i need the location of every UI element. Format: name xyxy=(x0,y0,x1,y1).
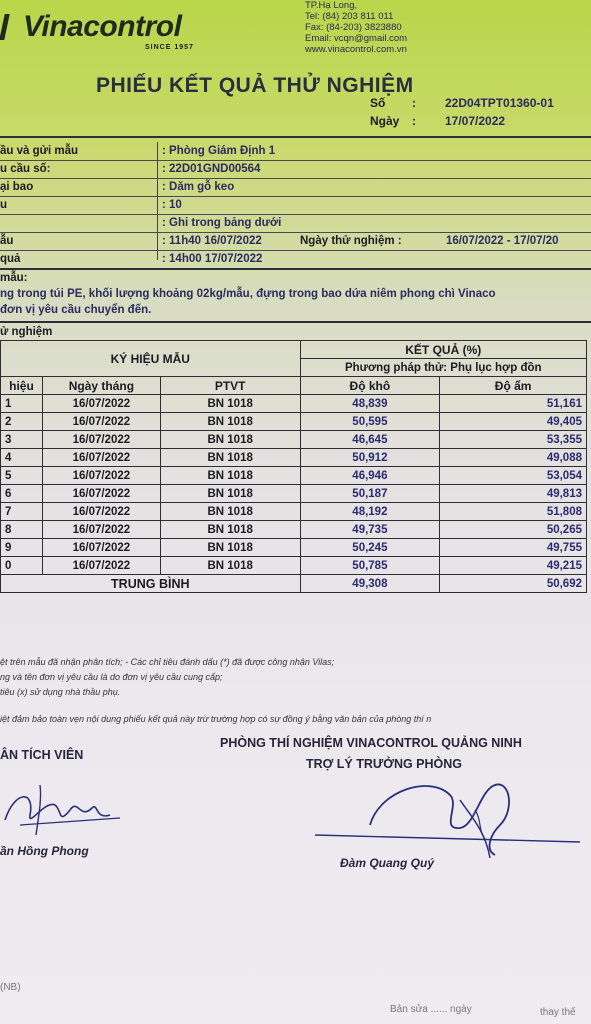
number-label: Số xyxy=(370,96,386,110)
column-header: PTVT xyxy=(160,377,300,395)
date-value: 17/07/2022 xyxy=(445,114,506,128)
cell-date: 16/07/2022 xyxy=(42,557,160,575)
info-value: : Ghi trong bảng dưới xyxy=(162,217,282,229)
table-row xyxy=(1,467,587,485)
analyst-title: ÂN TÍCH VIÊN xyxy=(0,748,84,762)
cell-vehicle: BN 1018 xyxy=(160,521,300,539)
method-header: Phương pháp thử: Phụ lục hợp đồn xyxy=(300,359,586,377)
colon: : xyxy=(412,114,416,128)
assistant-name: Đàm Quang Quý xyxy=(340,856,435,870)
footer-revision: Bản sửa ...... ngày xyxy=(390,1004,472,1015)
footer-code: (NB) xyxy=(0,982,21,993)
table-row xyxy=(1,503,587,521)
cell-date: 16/07/2022 xyxy=(42,467,160,485)
cell-dry: 46,645 xyxy=(300,431,440,449)
analyst-name: ần Hồng Phong xyxy=(0,844,89,858)
cell-moisture: 51,808 xyxy=(440,503,587,521)
table-row xyxy=(1,539,587,557)
cell-id: 9 xyxy=(1,539,43,557)
cell-dry: 48,192 xyxy=(300,503,440,521)
cell-date: 16/07/2022 xyxy=(42,431,160,449)
cell-vehicle: BN 1018 xyxy=(160,467,300,485)
info-value: : Dăm gỗ keo xyxy=(162,181,235,193)
cell-vehicle: BN 1018 xyxy=(160,449,300,467)
contact-line: TP.Hạ Long, xyxy=(305,0,358,11)
divider xyxy=(0,321,591,323)
table-row xyxy=(1,413,587,431)
cell-moisture: 51,161 xyxy=(440,395,587,413)
info-label: ẫu xyxy=(0,235,14,247)
contact-line: www.vinacontrol.com.vn xyxy=(305,44,407,55)
footnote: iệt đảm bảo toàn vẹn nội dung phiếu kết quả này trừ trường hợp có sự đồng ý bằng văn bản của phòng thí n xyxy=(0,714,432,724)
info-row xyxy=(0,142,591,161)
footnote: tiêu (x) sử dụng nhà thầu phụ. xyxy=(0,687,121,697)
cell-id: 2 xyxy=(1,413,43,431)
section-heading: ử nghiệm xyxy=(0,326,53,338)
cell-moisture: 53,355 xyxy=(440,431,587,449)
cell-id: 5 xyxy=(1,467,43,485)
table-row xyxy=(1,449,587,467)
cell-id: 0 xyxy=(1,557,43,575)
cell-moisture: 49,813 xyxy=(440,485,587,503)
cell-dry: 50,187 xyxy=(300,485,440,503)
info-value: : Phòng Giám Định 1 xyxy=(162,145,276,157)
cell-vehicle: BN 1018 xyxy=(160,485,300,503)
info-row xyxy=(0,178,591,197)
contact-line: Tel: (84) 203 811 011 xyxy=(305,11,394,22)
cell-dry: 49,735 xyxy=(300,521,440,539)
info-label: quả xyxy=(0,253,21,265)
info-value: : 10 xyxy=(162,199,182,211)
number-value: 22D04TPT01360-01 xyxy=(445,96,554,110)
analyst-signature xyxy=(0,780,140,840)
cell-id: 7 xyxy=(1,503,43,521)
info-value: : 11h40 16/07/2022 xyxy=(162,235,262,247)
cell-dry: 50,785 xyxy=(300,557,440,575)
assistant-title: TRỢ LÝ TRƯỞNG PHÒNG xyxy=(306,757,462,771)
divider xyxy=(0,136,591,138)
cell-date: 16/07/2022 xyxy=(42,413,160,431)
cell-date: 16/07/2022 xyxy=(42,395,160,413)
test-date-value: 16/07/2022 - 17/07/20 xyxy=(446,235,559,247)
cell-moisture: 49,405 xyxy=(440,413,587,431)
cell-date: 16/07/2022 xyxy=(42,503,160,521)
average-dry: 49,308 xyxy=(300,575,440,593)
footnote: ng và tên đơn vị yêu cầu là do đơn vị yêu cầu cung cấp; xyxy=(0,672,223,682)
table-column-row xyxy=(1,377,587,395)
cell-dry: 50,245 xyxy=(300,539,440,557)
info-label: ầu và gửi mẫu xyxy=(0,145,78,157)
cell-id: 6 xyxy=(1,485,43,503)
column-header: Ngày tháng xyxy=(42,377,160,395)
cell-id: 8 xyxy=(1,521,43,539)
cell-vehicle: BN 1018 xyxy=(160,557,300,575)
cell-dry: 50,595 xyxy=(300,413,440,431)
cell-date: 16/07/2022 xyxy=(42,521,160,539)
cell-vehicle: BN 1018 xyxy=(160,413,300,431)
assistant-signature xyxy=(310,770,590,860)
date-label: Ngày xyxy=(370,114,400,128)
cell-id: 3 xyxy=(1,431,43,449)
test-date-label: Ngày thử nghiệm : xyxy=(300,235,402,247)
document-title: PHIẾU KẾT QUẢ THỬ NGHIỆM xyxy=(96,74,414,97)
contact-line: Email: vcqn@gmail.com xyxy=(305,33,408,44)
table-row xyxy=(1,521,587,539)
cell-dry: 46,946 xyxy=(300,467,440,485)
cell-vehicle: BN 1018 xyxy=(160,539,300,557)
result-group-header: KẾT QUẢ (%) xyxy=(300,341,586,359)
column-header: Độ khô xyxy=(300,377,440,395)
info-row xyxy=(0,214,591,233)
cell-date: 16/07/2022 xyxy=(42,485,160,503)
footnote: ệt trên mẫu đã nhận phân tích; - Các chỉ tiêu đánh dấu (*) đã được công nhận Vilas; xyxy=(0,657,335,667)
cell-moisture: 49,088 xyxy=(440,449,587,467)
info-row xyxy=(0,160,591,179)
sample-note-heading: mẫu: xyxy=(0,272,28,284)
cell-dry: 50,912 xyxy=(300,449,440,467)
cell-moisture: 49,755 xyxy=(440,539,587,557)
info-row xyxy=(0,232,591,251)
company-logo xyxy=(2,10,181,44)
average-label: TRUNG BÌNH xyxy=(1,575,301,593)
logo-mark xyxy=(0,14,24,40)
colon: : xyxy=(412,96,416,110)
lab-name: PHÒNG THÍ NGHIỆM VINACONTROL QUẢNG NINH xyxy=(220,736,522,750)
average-row xyxy=(1,575,587,593)
table-row xyxy=(1,431,587,449)
sample-note-line: ng trong túi PE, khối lượng khoảng 02kg/mẫu, đựng trong bao dứa niêm phong chì Vinaco xyxy=(0,288,496,300)
cell-moisture: 50,265 xyxy=(440,521,587,539)
sample-note-line: đơn vị yêu cầu chuyển đến. xyxy=(0,304,152,316)
info-label: u xyxy=(0,199,8,211)
info-label: u cầu số: xyxy=(0,163,51,175)
average-moisture: 50,692 xyxy=(440,575,587,593)
column-header: hiệu xyxy=(1,377,43,395)
table-row xyxy=(1,485,587,503)
table-header-row xyxy=(1,341,587,359)
cell-dry: 48,839 xyxy=(300,395,440,413)
info-row xyxy=(0,196,591,215)
table-row xyxy=(1,395,587,413)
cell-vehicle: BN 1018 xyxy=(160,431,300,449)
cell-moisture: 53,054 xyxy=(440,467,587,485)
footer-replace: thay thế xyxy=(540,1007,576,1018)
cell-id: 4 xyxy=(1,449,43,467)
info-value: : 22D01GND00564 xyxy=(162,163,261,175)
cell-id: 1 xyxy=(1,395,43,413)
cell-vehicle: BN 1018 xyxy=(160,503,300,521)
sample-group-header: KÝ HIỆU MẪU xyxy=(1,341,301,377)
cell-date: 16/07/2022 xyxy=(42,539,160,557)
table-row xyxy=(1,557,587,575)
cell-date: 16/07/2022 xyxy=(42,449,160,467)
cell-vehicle: BN 1018 xyxy=(160,395,300,413)
contact-line: Fax: (84-203) 3823880 xyxy=(305,22,402,33)
info-row xyxy=(0,250,591,270)
column-header: Độ ẩm xyxy=(440,377,587,395)
results-table xyxy=(0,340,587,593)
cell-moisture: 49,215 xyxy=(440,557,587,575)
info-label: ại bao xyxy=(0,181,34,193)
logo-since: SINCE 1957 xyxy=(145,44,194,51)
contact-block xyxy=(305,0,407,55)
info-value: : 14h00 17/07/2022 xyxy=(162,253,263,265)
logo-text: Vinacontrol xyxy=(23,10,182,43)
